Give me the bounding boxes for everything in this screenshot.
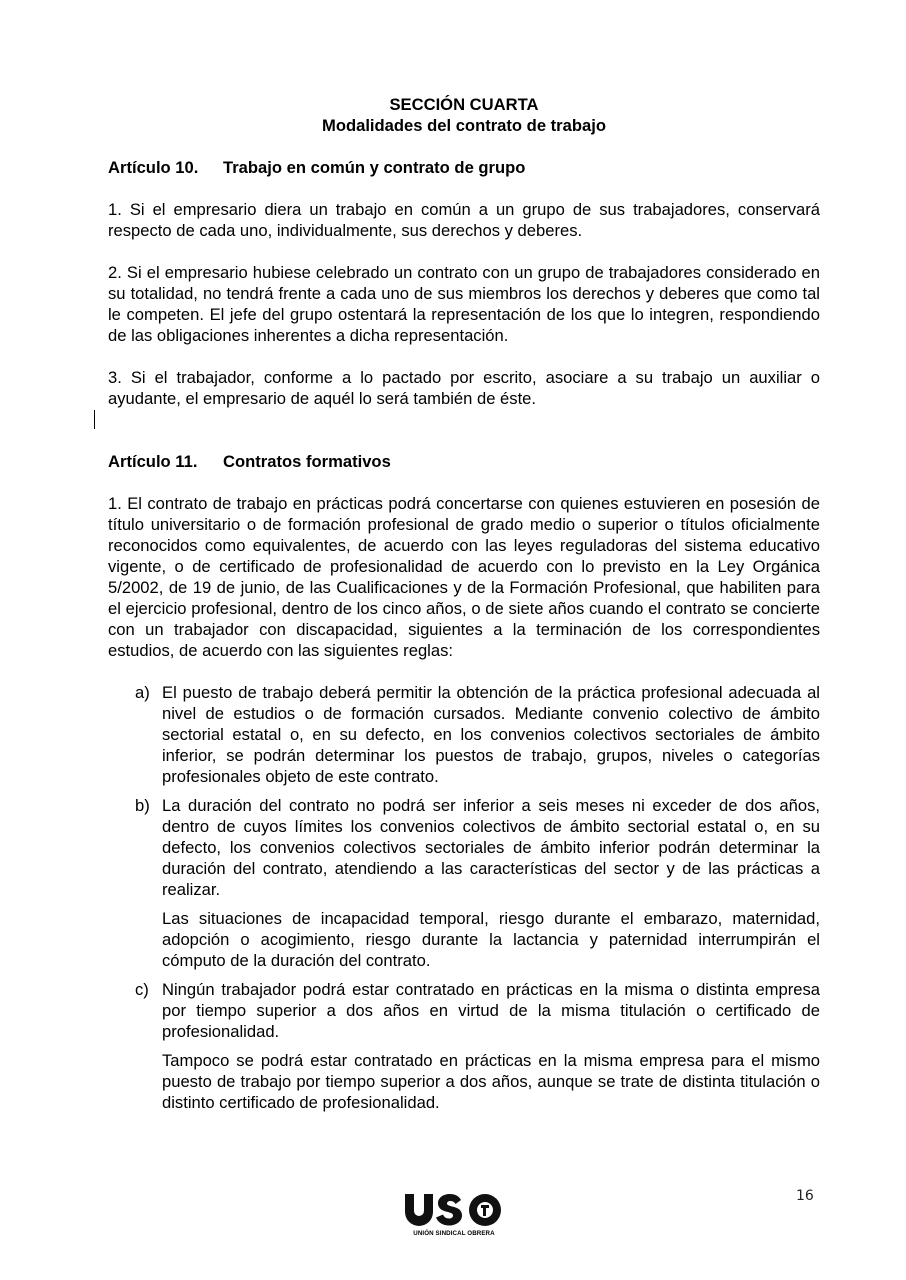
- section-subtitle: Modalidades del contrato de trabajo: [322, 116, 606, 135]
- section-title: SECCIÓN CUARTA: [389, 95, 539, 114]
- list-item-c: [135, 979, 820, 1042]
- article-10-number: Artículo 10.: [108, 158, 199, 177]
- list-item-text: Ningún trabajador podrá estar contratado en prácticas en la misma o distinta empresa por tiempo superior a dos años en virtud de la misma titulación o certificado de profesionalidad.: [162, 980, 820, 1041]
- list-item-a: [135, 682, 820, 787]
- list-marker: b): [135, 796, 150, 815]
- article-11-number: Artículo 11.: [108, 452, 198, 471]
- article-10-paragraph-1: 1. Si el empresario diera un trabajo en común a un grupo de sus trabajadores, conservará respecto de cada uno, individualmente, sus derechos y deberes.: [108, 200, 820, 240]
- article-10-title: Trabajo en común y contrato de grupo: [223, 158, 526, 177]
- revision-change-bar: [94, 410, 95, 429]
- logo-caption: UNIÓN SINDICAL OBRERA: [413, 1230, 495, 1237]
- article-11-heading: [108, 451, 820, 472]
- list-item-text: La duración del contrato no podrá ser inferior a seis meses ni exceder de dos años, dentro de cuyos límites los convenios colectivos de ámbito sectorial estatal o, en su defecto, los convenios colectivos sectoriales de ámbito inferior podrán determinar la duración del contrato, atendiendo a las características del sector y de las prácticas a realizar.: [162, 796, 820, 899]
- article-11-title: Contratos formativos: [223, 452, 391, 471]
- uso-logo-mark-icon: [403, 1190, 505, 1230]
- list-item-c-continuation: Tampoco se podrá estar contratado en prácticas en la misma empresa para el mismo puesto de trabajo por tiempo superior a dos años, aunque se trate de distinta titulación o distinto certificado de profesionalidad.: [162, 1051, 820, 1112]
- list-item-text: El puesto de trabajo deberá permitir la obtención de la práctica profesional adecuada al nivel de estudios o de formación cursados. Mediante convenio colectivo de ámbito sectorial estatal o, en su defecto, en los convenios colectivos sectoriales de ámbito inferior, se podrán determinar los puestos de trabajo, grupos, niveles o categorías profesionales objeto de este contrato.: [162, 683, 820, 786]
- document-page: [108, 94, 820, 1121]
- article-10-paragraph-2: 2. Si el empresario hubiese celebrado un contrato con un grupo de trabajadores considerado en su totalidad, no tendrá frente a cada uno de sus miembros los derechos y deberes que como tal le competen. El jefe del grupo ostentará la representación de los que lo integren, respondiendo de las obligaciones inherentes a dicha representación.: [108, 263, 820, 345]
- uso-logo: [403, 1190, 505, 1240]
- article-10-heading: [108, 157, 820, 178]
- section-heading: [108, 94, 820, 136]
- list-marker: a): [135, 683, 150, 702]
- article-10-paragraph-3: 3. Si el trabajador, conforme a lo pactado por escrito, asociare a su trabajo un auxiliar o ayudante, el empresario de aquél lo será también de éste.: [108, 368, 820, 408]
- list-item-b: [135, 795, 820, 900]
- list-marker: c): [135, 980, 149, 999]
- article-11-intro: 1. El contrato de trabajo en prácticas podrá concertarse con quienes estuvieren en posesión de título universitario o de formación profesional de grado medio o superior o títulos oficialmente reconocidos como equivalentes, de acuerdo con las leyes reguladoras del sistema educativo vigente, o de certificado de profesionalidad de acuerdo con lo previsto en la Ley Orgánica 5/2002, de 19 de junio, de las Cualificaciones y de la Formación Profesional, que habiliten para el ejercicio profesional, dentro de los cinco años, o de siete años cuando el contrato se concierte con un trabajador con discapacidad, siguientes a la terminación de los correspondientes estudios, de acuerdo con las siguientes reglas:: [108, 494, 820, 660]
- list-item-b-continuation: Las situaciones de incapacidad temporal, riesgo durante el embarazo, maternidad, adopción o acogimiento, riesgo durante la lactancia y paternidad interrumpirán el cómputo de la duración del contrato.: [162, 909, 820, 970]
- page-number: 16: [796, 1188, 814, 1204]
- article-11-rules-list: [108, 682, 820, 1113]
